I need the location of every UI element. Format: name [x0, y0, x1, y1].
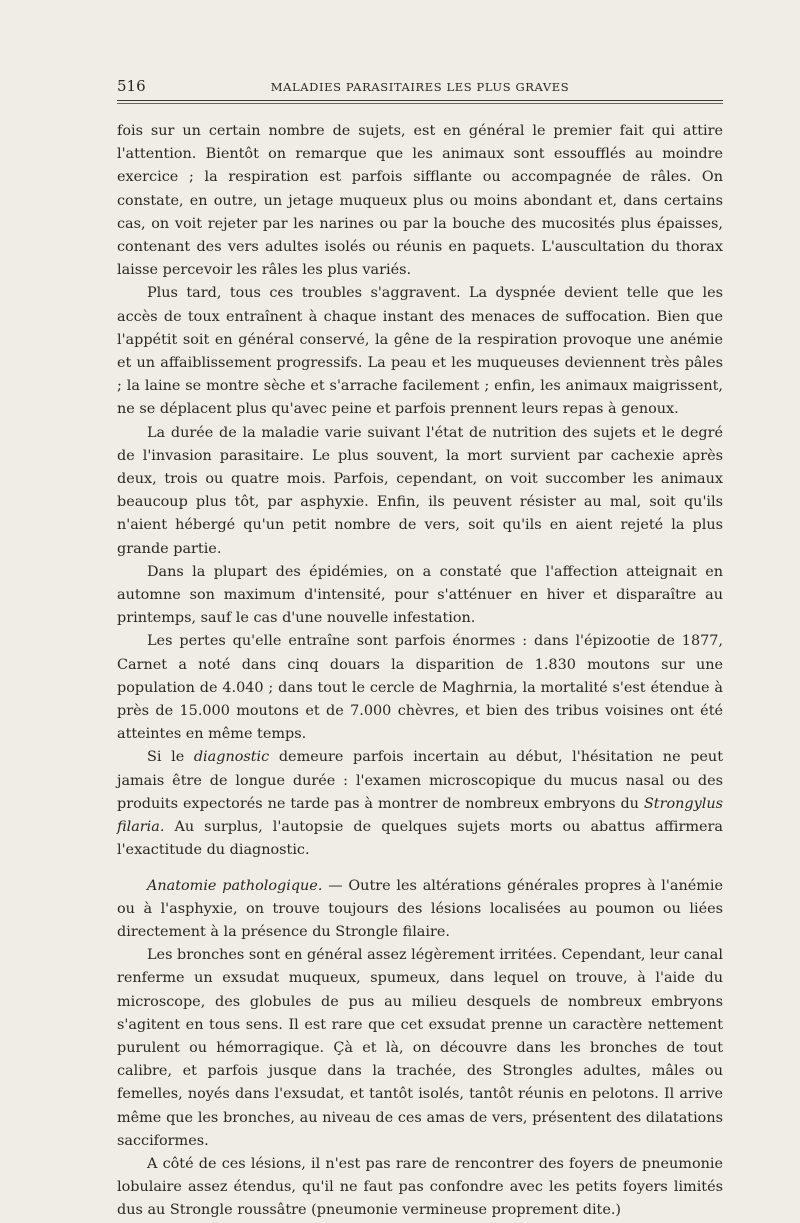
body-text	[117, 120, 723, 1223]
paragraph-1: fois sur un certain nombre de sujets, est en général le premier fait qui attire l'attention. Bientôt on remarque que les animaux sont essoufflés au moindre exercice ; la respiration est parfois sifflante ou accompagnée de râles. On constate, en outre, un jetage muqueux plus ou moins abondant et, dans certains cas, on voit rejeter par les narines ou par la bouche des mucosités plus épaisses, contenant des vers adultes isolés ou réunis en paquets. L'auscultation du thorax laisse percevoir les râles les plus variés.	[117, 123, 723, 279]
paragraph-6	[117, 746, 723, 862]
paragraph-5: Les pertes qu'elle entraîne sont parfois énormes : dans l'épizootie de 1877, Carnet a noté dans cinq douars la disparition de 1.830 moutons sur une population de 4.040 ; dans tout le cercle de Maghrnia, la mortalité s'est étendue à près de 15.000 moutons et de 7.000 chèvres, et bien des tribus voisines ont été atteintes en même temps.	[117, 633, 723, 743]
paragraph-2: Plus tard, tous ces troubles s'aggravent. La dyspnée devient telle que les accès de toux entraînent à chaque instant des menaces de suffocation. Bien que l'appétit soit en général conservé, la gêne de la respiration provoque une anémie et un affaiblissement progressifs. La peau et les muqueuses deviennent très pâles ; la laine se montre sèche et s'arrache facilement ; enfin, les animaux maigrissent, ne se déplacent plus qu'avec peine et parfois prennent leurs repas à genoux.	[117, 285, 723, 418]
section-heading-anatomie: Anatomie pathologique.	[147, 877, 323, 894]
page-number: 516	[117, 77, 146, 95]
paragraph-4: Dans la plupart des épidémies, on a constaté que l'affection atteignait en automne son maximum d'intensité, pour s'atténuer en hiver et disparaître au printemps, sauf le cas d'une nouvelle infestation.	[117, 563, 723, 627]
paragraph-9: A côté de ces lésions, il n'est pas rare de rencontrer des foyers de pneumonie lobulaire assez étendus, qu'il ne faut pas confondre avec les petits foyers limités dus au Strongle roussâtre (pneumonie vermineuse proprement dite.)	[117, 1155, 723, 1219]
paragraph-7	[117, 875, 723, 945]
species-name: Strongylus filaria.	[117, 795, 723, 836]
paragraph-7-body: — Outre les altérations générales propres à l'anémie ou à l'asphyxie, on trouve toujours des lésions localisées au poumon ou liées directement à la présence du Strongle filaire.	[117, 877, 723, 940]
header-rule	[117, 100, 723, 101]
paragraph-8: Les bronches sont en général assez légèrement irritées. Cependant, leur canal renferme un exsudat muqueux, spumeux, dans lequel on trouve, à l'aide du microscope, des globules de pus au milieu desquels de nombreux embryons s'agitent en tous sens. Il est rare que cet exsudat prenne un caractère nettement purulent ou hémorragique. Çà et là, on découvre dans les bronches de tout calibre, et parfois jusque dans la trachée, des Strongles adultes, mâles ou femelles, noyés dans l'exsudat, et tantôt isolés, tantôt réunis en pelotons. Il arrive même que les bronches, au niveau de ces amas de vers, présentent des dilatations sacciformes.	[117, 947, 723, 1149]
paragraph-6-part-b: demeure parfois incertain au début, l'hésitation ne peut jamais être de longue durée : l'examen microscopique du mucus nasal ou des produits expectorés ne tarde pas à montrer de nombreux embryons du	[117, 749, 723, 812]
running-title: MALADIES PARASITAIRES LES PLUS GRAVES	[270, 80, 570, 94]
diagnostic-term: diagnostic	[193, 749, 270, 766]
paragraph-3: La durée de la maladie varie suivant l'état de nutrition des sujets et le degré de l'invasion parasitaire. Le plus souvent, la mort survient par cachexie après deux, trois ou quatre mois. Parfois, cependant, on voit succomber les animaux beaucoup plus tôt, par asphyxie. Enfin, ils peuvent résister au mal, soit qu'ils n'aient hébergé qu'un petit nombre de vers, soit qu'ils en aient rejeté la plus grande partie.	[117, 424, 723, 557]
paragraph-6-part-a: Si le	[147, 749, 194, 766]
header-rule-secondary	[117, 103, 723, 104]
page-header	[117, 77, 723, 99]
paragraph-6-part-c: Au surplus, l'autopsie de quelques sujets morts ou abattus affirmera l'exactitude du diagnostic.	[117, 819, 723, 859]
